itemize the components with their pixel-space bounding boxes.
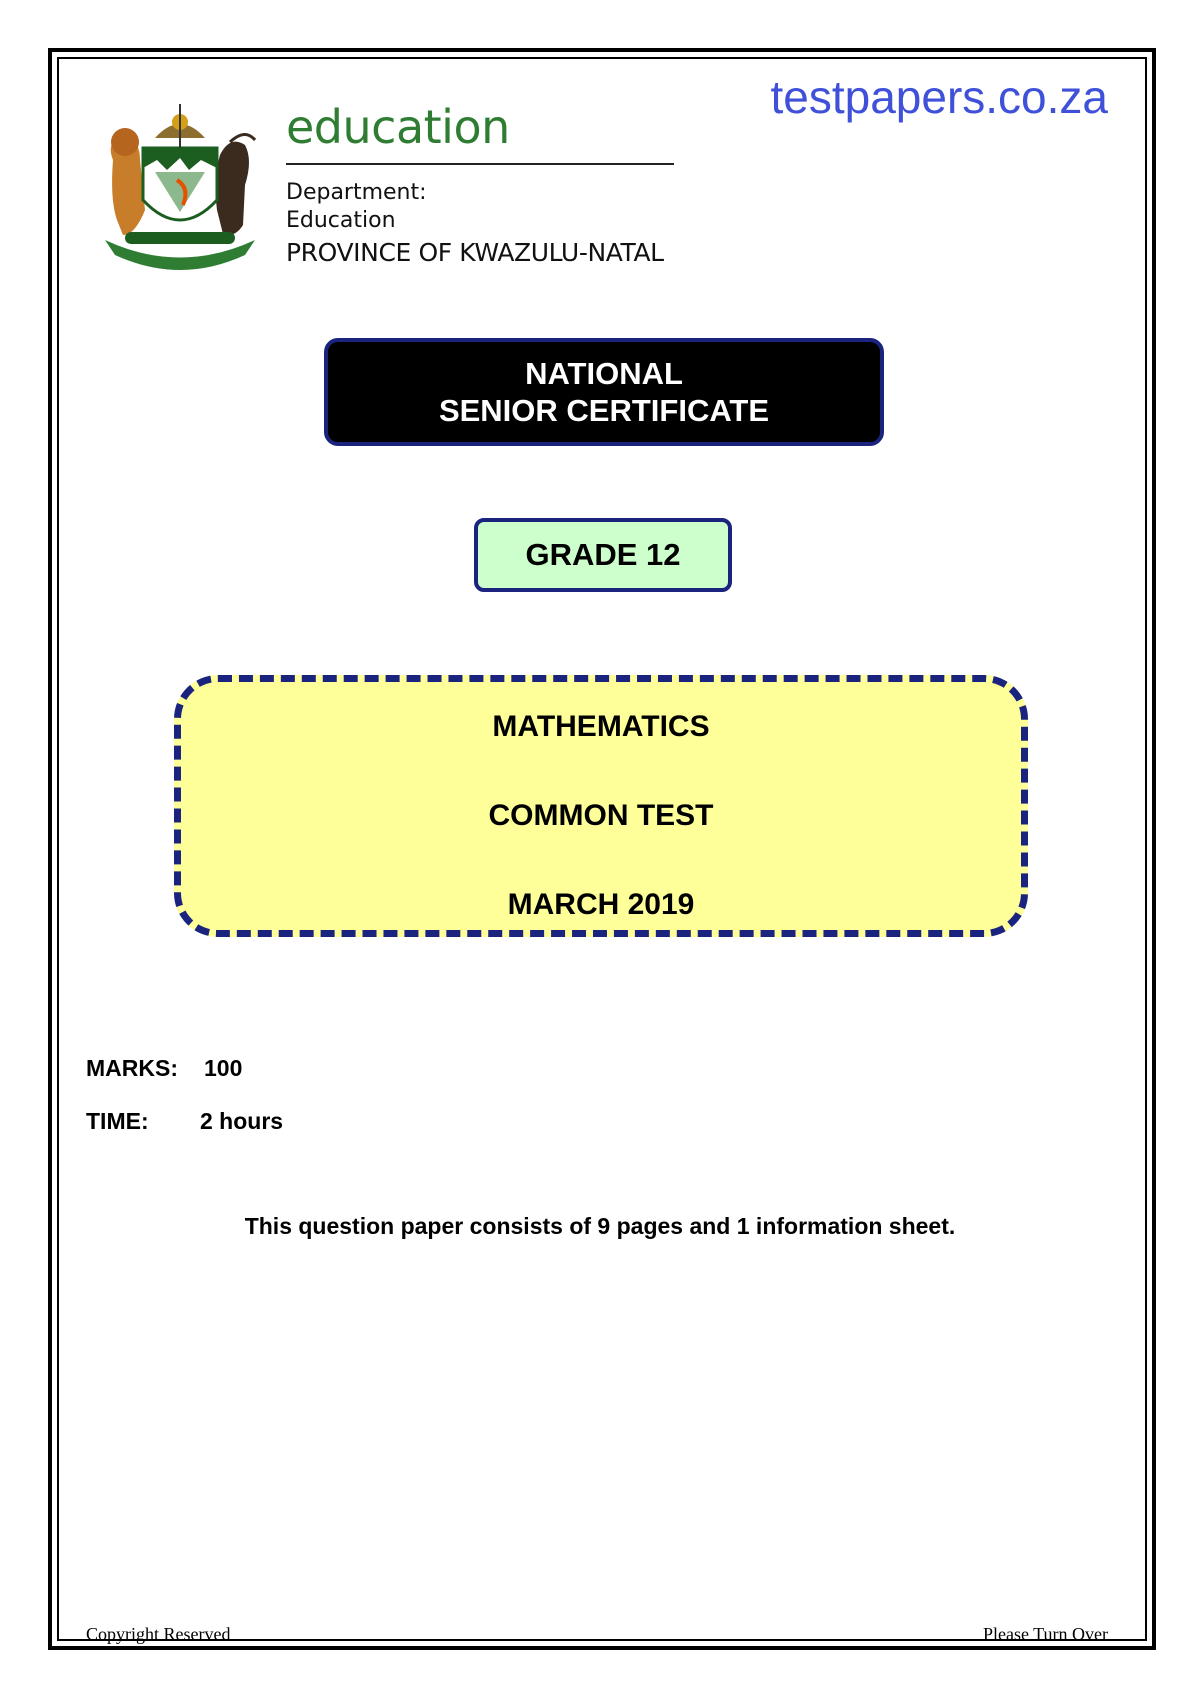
paper-composition-note: This question paper consists of 9 pages and 1 information sheet.: [244, 1213, 956, 1239]
subject-name: MATHEMATICS: [492, 710, 710, 743]
footer-copyright: Copyright Reserved: [86, 1624, 231, 1644]
department-name: Education: [286, 208, 396, 233]
grade-label: GRADE 12: [525, 537, 681, 572]
certificate-title-box: [324, 338, 884, 446]
footer-turn-over: Please Turn Over: [983, 1624, 1108, 1644]
department-label: Department:: [286, 180, 427, 205]
grade-box: [474, 518, 732, 592]
marks-label: MARKS:: [86, 1055, 178, 1081]
time-label: TIME:: [86, 1108, 149, 1134]
kzn-coat-of-arms-icon: [95, 100, 265, 275]
education-logo-word: education: [286, 100, 510, 154]
certificate-title-line2: SENIOR CERTIFICATE: [438, 393, 770, 428]
time-value: 2 hours: [200, 1108, 284, 1134]
subject-box: [174, 675, 1028, 937]
test-date: MARCH 2019: [507, 888, 695, 921]
logo-divider: [286, 163, 674, 165]
marks-value: 100: [204, 1055, 243, 1081]
province-name: PROVINCE OF KWAZULU-NATAL: [286, 238, 664, 267]
certificate-title-line1: NATIONAL: [525, 356, 683, 391]
watermark-link[interactable]: testpapers.co.za: [770, 71, 1108, 123]
test-type: COMMON TEST: [488, 799, 714, 832]
